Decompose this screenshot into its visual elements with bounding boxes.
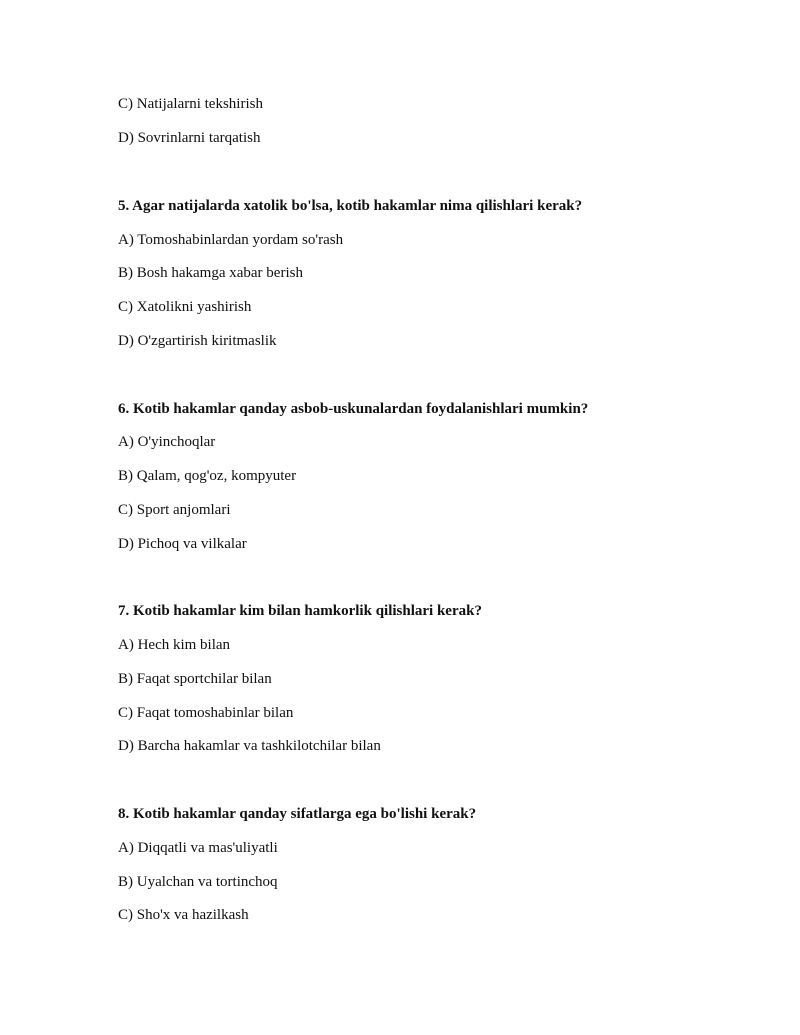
option-d: D) Sovrinlarni tarqatish [118,130,261,146]
question-7-option-b: B) Faqat sportchilar bilan [118,671,272,687]
question-7: 7. Kotib hakamlar kim bilan hamkorlik qilishlari kerak? [118,603,482,619]
question-5-option-a: A) Tomoshabinlardan yordam so'rash [118,232,344,248]
question-7-option-c: C) Faqat tomoshabinlar bilan [118,705,294,721]
option-c: C) Natijalarni tekshirish [118,96,263,112]
question-5-option-d: D) O'zgartirish kiritmaslik [118,333,277,349]
question-7-option-d: D) Barcha hakamlar va tashkilotchilar bilan [118,738,381,754]
question-6-option-a: A) O'yinchoqlar [118,434,216,450]
question-7-option-a: A) Hech kim bilan [118,637,231,653]
question-6: 6. Kotib hakamlar qanday asbob-uskunalardan foydalanishlari mumkin? [118,401,589,417]
question-5-option-c: C) Xatolikni yashirish [118,299,252,315]
question-8: 8. Kotib hakamlar qanday sifatlarga ega bo'lishi kerak? [118,806,477,822]
question-8-option-a: A) Diqqatli va mas'uliyatli [118,840,278,856]
question-6-option-b: B) Qalam, qog'oz, kompyuter [118,468,297,484]
question-6-option-c: C) Sport anjomlari [118,502,231,518]
question-8-option-b: B) Uyalchan va tortinchoq [118,874,278,890]
question-5-option-b: B) Bosh hakamga xabar berish [118,265,303,281]
question-6-option-d: D) Pichoq va vilkalar [118,536,247,552]
question-8-option-c: C) Sho'x va hazilkash [118,907,249,923]
question-5: 5. Agar natijalarda xatolik bo'lsa, kotib hakamlar nima qilishlari kerak? [118,198,583,214]
